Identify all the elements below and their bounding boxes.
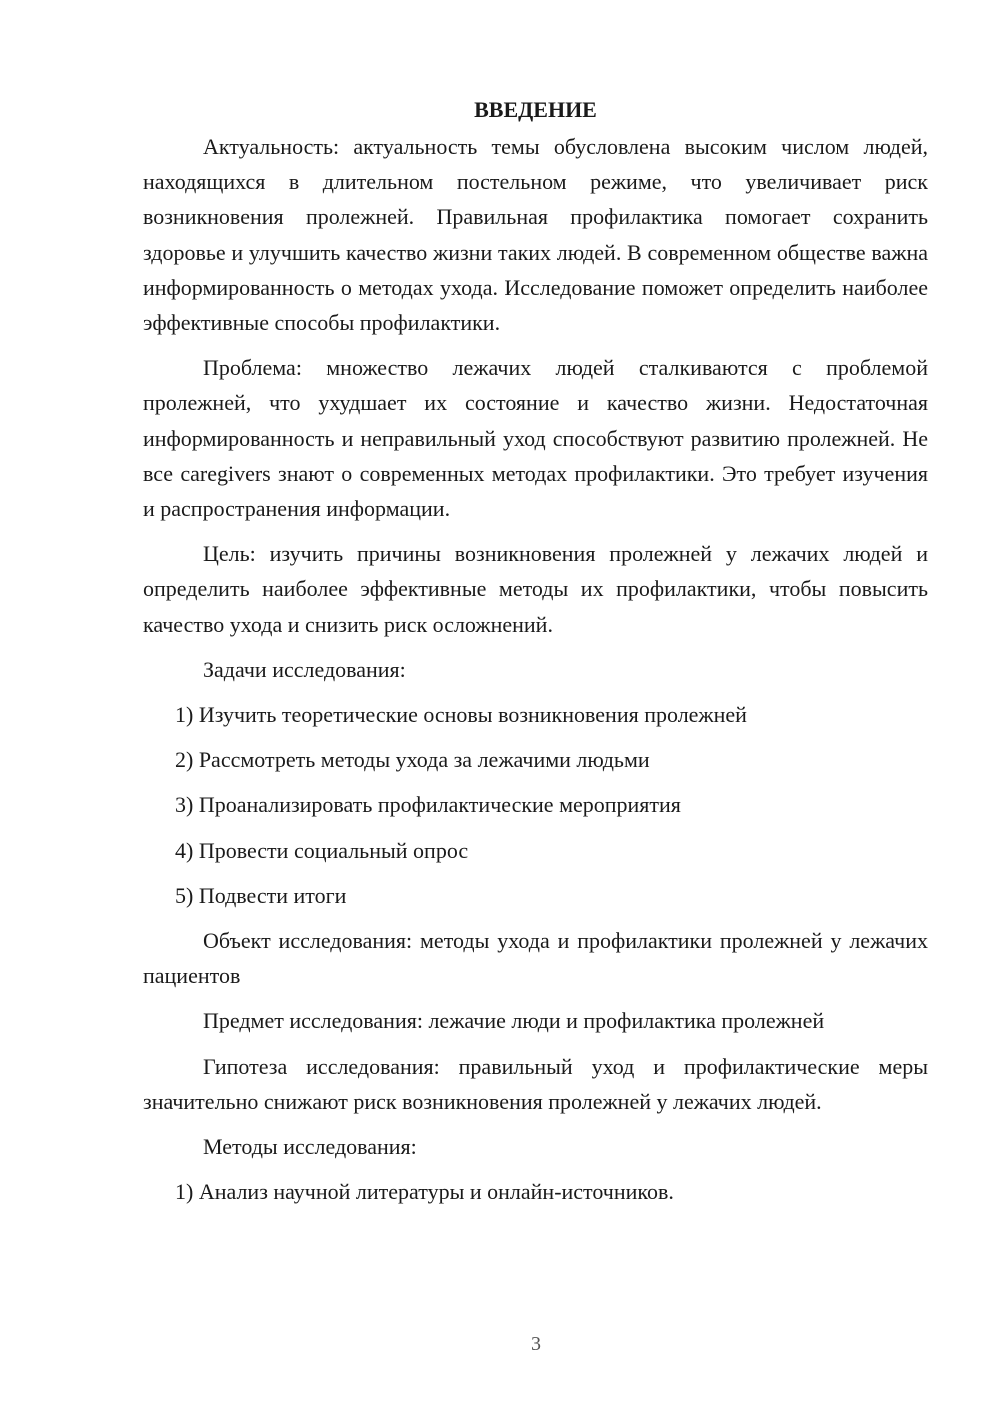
object-paragraph: Объект исследования: методы ухода и профилактики пролежней у лежачих пациентов xyxy=(143,928,928,989)
document-page xyxy=(143,92,928,1219)
tasks-list xyxy=(143,697,928,913)
problem-paragraph: Проблема: множество лежачих людей сталкиваются с проблемой пролежней, что ухудшает их состояние и качество жизни. Недостаточная информированность и неправильный уход способствуют развитию пролежней. Не все caregivers знают о современных методах профилактики. Это требует изучения и распространения информации. xyxy=(143,355,928,522)
list-item: 2) Рассмотреть методы ухода за лежачими людьми xyxy=(175,747,650,773)
list-item: 1) Изучить теоретические основы возникновения пролежней xyxy=(175,702,747,728)
relevance-paragraph: Актуальность: актуальность темы обусловлена высоким числом людей, находящихся в длительном постельном режиме, что увеличивает риск возникновения пролежней. Правильная профилактика помогает сохранить здоровье и улучшить качество жизни таких людей. В современном обществе важна информированность о методах ухода. Исследование поможет определить наиболее эффективные способы профилактики. xyxy=(143,134,928,336)
goal-paragraph: Цель: изучить причины возникновения пролежней у лежачих людей и определить наиболее эффективные методы их профилактики, чтобы повысить качество ухода и снизить риск осложнений. xyxy=(143,541,928,637)
list-item: 3) Проанализировать профилактические мероприятия xyxy=(175,792,681,818)
methods-label: Методы исследования: xyxy=(203,1134,417,1160)
tasks-label: Задачи исследования: xyxy=(203,656,406,682)
list-item: 5) Подвести итоги xyxy=(175,882,347,908)
list-item: 4) Провести социальный опрос xyxy=(175,837,469,863)
methods-list xyxy=(143,1174,928,1209)
list-item: 1) Анализ научной литературы и онлайн-источников. xyxy=(175,1179,674,1205)
page-number: 3 xyxy=(531,1333,541,1355)
section-title: ВВЕДЕНИЕ xyxy=(474,97,597,122)
subject-paragraph: Предмет исследования: лежачие люди и профилактика пролежней xyxy=(203,1008,825,1034)
hypothesis-paragraph: Гипотеза исследования: правильный уход и профилактические меры значительно снижают риск возникновения пролежней у лежачих людей. xyxy=(143,1053,928,1114)
